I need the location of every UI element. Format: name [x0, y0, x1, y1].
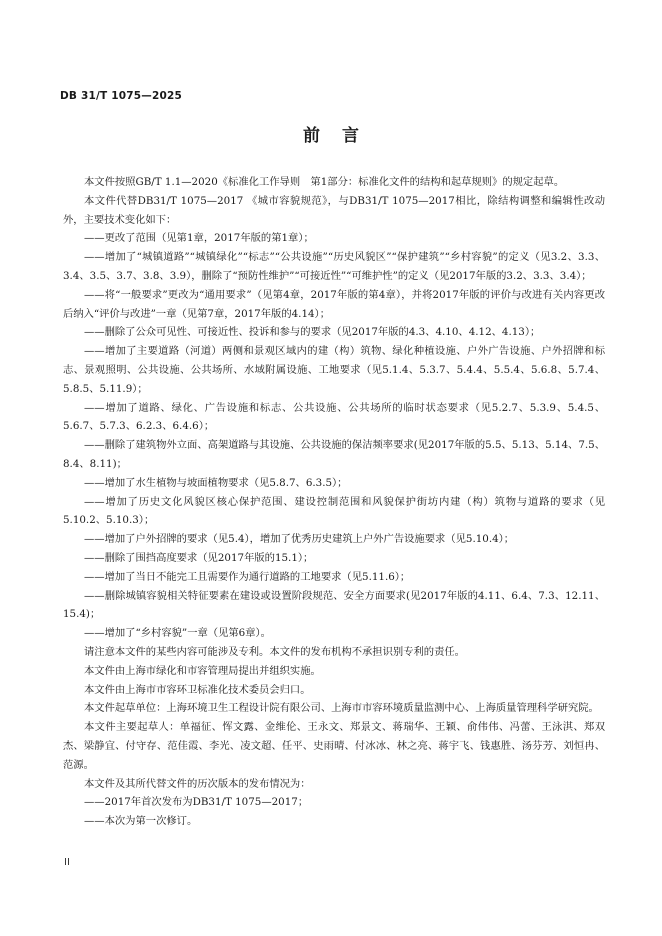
paragraph: ——本次为第一次修订。	[84, 815, 198, 828]
paragraph: ——增加了历史文化风貌区核心保护范围、建设控制范围和风貌保护街坊内建（构）筑物与道路的要求（见5.10.2、5.10.3）；	[63, 495, 605, 527]
paragraph: 本文件及其所代替文件的历次版本的发布情况为：	[84, 777, 311, 790]
paragraph: ——增加了道路、绿化、广告设施和标志、公共设施、公共场所的临时状态要求（见5.2.7、5.3.9、5.4.5、5.6.7、5.7.3、6.2.3、6.4.6）；	[63, 401, 605, 433]
paragraph: 本文件由上海市绿化和市容管理局提出并组织实施。	[84, 664, 321, 677]
paragraph: ——删除了公众可见性、可接近性、投诉和参与的要求（见2017年版的4.3、4.10、4.12、4.13）；	[84, 326, 541, 339]
paragraph: ——将“一般要求”更改为“通用要求”（见第4章，2017年版的第4章），并将2017年版的评价与改进有关内容更改后纳入“评价与改进”一章（见第7章，2017年版的4.14）；	[63, 288, 605, 320]
paragraph: ——删除城镇容貌相关特征要素在建设或设置阶段规范、安全方面要求(见2017年版的4.11、6.4、7.3、12.11、15.4)；	[63, 589, 605, 621]
paragraph: 请注意本文件的某些内容可能涉及专利。本文件的发布机构不承担识别专利的责任。	[84, 645, 465, 658]
standard-code: DB 31/T 1075—2025	[60, 90, 182, 102]
paragraph: 本文件按照GB/T 1.1—2020《标准化工作导则 第1部分：标准化文件的结构和起草规则》的规定起草。	[84, 176, 565, 188]
paragraph: ——增加了“乡村容貌”一章（见第6章）。	[84, 627, 271, 640]
paragraph: ——更改了范围（见第1章，2017年版的第1章）；	[84, 232, 314, 245]
paragraph: 本文件主要起草人：单福征、恽文露、金维伦、王永文、郑景文、蒋瑞华、王颖、俞伟伟、冯蕾、王泳淇、郑双杰、梁静宜、付守存、范佳霞、李光、凌文超、任平、史雨晴、付冰冰、林之亮、蒋宇飞、钱惠胜、汤芬芳、刘恒冉、范源。	[63, 721, 605, 771]
paragraph: 本文件由上海市市容环卫标准化技术委员会归口。	[84, 683, 311, 696]
paragraph: ——增加了“城镇道路”“城镇绿化”“标志”“公共设施”“历史风貌区”“保护建筑”“乡村容貌”的定义（见3.2、3.3、3.4、3.5、3.7、3.8、3.9），删除了“预防性维护”“可接近性”“可维护性”的定义（见2017年版的3.2、3.3、3.4）；	[63, 251, 605, 282]
paragraph: ——增加了户外招牌的要求（见5.4），增加了优秀历史建筑上户外广告设施要求（见5.10.4）；	[84, 533, 515, 546]
paragraph: ——增加了水生植物与坡面植物要求（见5.8.7、6.3.5）；	[84, 476, 348, 489]
paragraph: ——增加了当日不能完工且需要作为通行道路的工地要求（见5.11.6）；	[84, 570, 411, 583]
paragraph: ——删除了围挡高度要求（见2017年版的15.1）；	[84, 551, 314, 564]
paragraph: ——删除了建筑物外立面、高架道路与其设施、公共设施的保洁频率要求(见2017年版的5.5、5.13、5.14、7.5、8.4、8.11)；	[63, 439, 605, 470]
page-title: 前言	[303, 126, 381, 146]
page-number: II	[64, 857, 70, 868]
paragraph: 本文件代替DB31/T 1075—2017 《城市容貌规范》，与DB31/T 1075—2017相比，除结构调整和编辑性改动外，主要技术变化如下：	[63, 194, 605, 226]
foreword-body	[63, 173, 605, 831]
paragraph: 本文件起草单位：上海环境卫生工程设计院有限公司、上海市市容环境质量监测中心、上海质量管理科学研究院。	[84, 702, 599, 715]
paragraph: ——增加了主要道路（河道）两侧和景观区域内的建（构）筑物、绿化种植设施、户外广告设施、户外招牌和标志、景观照明、公共设施、公共场所、水域附属设施、工地要求（见5.1.4、5.3.7、5.4.4、5.5.4、5.6.8、5.7.4、5.8.5、5.11.9）；	[63, 345, 605, 395]
paragraph: ——2017年首次发布为DB31/T 1075—2017；	[84, 796, 309, 809]
